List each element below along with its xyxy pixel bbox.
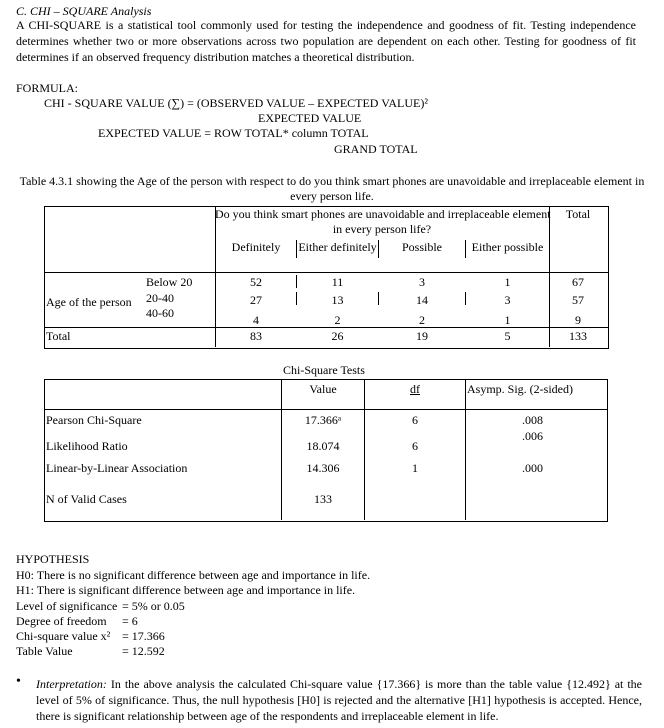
table-cell: 27 (250, 293, 262, 307)
table1-question-line1: Do you think smart phones are unavoidable and irreplaceable element (215, 207, 551, 221)
param-value: = 12.592 (122, 644, 165, 658)
param-value: = 6 (122, 614, 138, 628)
table1-caption-line2: every person life. (290, 189, 374, 203)
hypothesis-h0: H0: There is no significant difference between age and importance in life. (16, 568, 371, 582)
chi-square-tests-title: Chi-Square Tests (283, 363, 365, 377)
table-cell: 1 (504, 313, 511, 327)
row-label-linear: Linear-by-Linear Association (46, 461, 188, 475)
row-label: Below 20 (146, 275, 193, 289)
n-valid-value: 133 (314, 492, 332, 506)
row-total: 67 (572, 275, 584, 289)
expected-value-denominator: GRAND TOTAL (334, 142, 418, 156)
col-header-definitely: Definitely (231, 240, 281, 254)
table-cell: 1 (504, 275, 511, 289)
param-label: Level of significance (16, 599, 118, 613)
interpretation-paragraph (36, 676, 642, 724)
table-cell: 2 (334, 313, 341, 327)
intro-paragraph: A CHI-SQUARE is a statistical tool commonly used for testing the independence and goodness of fit. Testing independence determines whether two or more observations across two population are dependent on each other. Testing for goodness of fit determines if an observed frequency distribution matches a theoretical distribution. (16, 18, 636, 64)
row-label: 40-60 (146, 306, 174, 320)
pearson-value: 17.366ᵃ (304, 413, 342, 427)
table-cell: 3 (504, 293, 511, 307)
chi-square-denominator: EXPECTED VALUE (258, 111, 362, 125)
table1-caption-line1: Table 4.3.1 showing the Age of the person with respect to do you think smart phones are unavoidable and irreplaceable element in (19, 174, 645, 188)
section-heading: C. CHI – SQUARE Analysis (16, 4, 152, 18)
likelihood-value: 18.074 (306, 439, 340, 453)
hypothesis-title: HYPOTHESIS (16, 552, 90, 566)
table-cell: 13 (331, 293, 344, 307)
table-cell: 11 (331, 275, 344, 289)
table-cell: 5 (504, 329, 511, 343)
sig-header: Asymp. Sig. (2-sided) (467, 382, 573, 396)
table1-question-line2: in every person life? (332, 222, 432, 236)
hypothesis-h1: H1: There is significant difference between age and importance in life. (16, 583, 356, 597)
interpretation-text: In the above analysis the calculated Chi-square value {17.366} is more than the table value {12.492} at the level of 5% of significance. Thus, the null hypothesis [H0] is rejected and the alternative [H1] hypothesis is accepted. Hence, there is significant relationship between age of the respondents and irreplaceable element in life. (36, 677, 642, 723)
table-cell: 19 (416, 329, 428, 343)
param-label: Table Value (16, 644, 73, 658)
row-group-label: Age of the person (46, 295, 132, 309)
pearson-df: 6 (412, 413, 418, 427)
linear-value: 14.306 (306, 461, 340, 475)
grand-total: 133 (569, 329, 587, 343)
param-label: Chi-square value x² (16, 629, 111, 643)
row-label: 20-40 (146, 291, 174, 305)
value-header: Value (309, 382, 337, 396)
row-label-likelihood: Likelihood Ratio (46, 439, 128, 453)
table-cell: 14 (416, 293, 428, 307)
param-value: = 17.366 (122, 629, 165, 643)
linear-df: 1 (412, 461, 418, 475)
row-label-n-valid: N of Valid Cases (46, 492, 127, 506)
table-cell: 26 (331, 329, 344, 343)
linear-sig: .000 (522, 461, 543, 475)
table-cell: 4 (253, 313, 259, 327)
row-label-pearson: Pearson Chi-Square (46, 413, 142, 427)
param-value: = 5% or 0.05 (122, 599, 185, 613)
table-cell: 83 (250, 329, 262, 343)
interpretation-label: Interpretation: (36, 677, 107, 691)
row-total: 57 (572, 293, 584, 307)
col-header-either-possible: Either possible (471, 240, 544, 254)
likelihood-df: 6 (412, 439, 418, 453)
total-row-label: Total (46, 329, 71, 343)
table-cell: 52 (250, 275, 262, 289)
row-total: 9 (575, 313, 581, 327)
col-header-possible: Possible (401, 240, 442, 254)
pearson-sig: .008 (522, 413, 543, 427)
table-cell: 3 (419, 275, 425, 289)
formula-label: FORMULA: (16, 81, 79, 95)
likelihood-sig: .006 (522, 429, 543, 443)
table1-total-header: Total (565, 207, 591, 221)
table-cell: 2 (419, 313, 425, 327)
col-header-either-definitely: Either definitely (298, 240, 377, 254)
expected-value-formula: EXPECTED VALUE = ROW TOTAL* column TOTAL (98, 126, 369, 140)
param-label: Degree of freedom (16, 614, 107, 628)
bullet-icon: • (16, 674, 21, 689)
df-header: df (410, 382, 420, 396)
chi-square-formula: CHI - SQUARE VALUE (∑) = (OBSERVED VALUE – EXPECTED VALUE)² (44, 96, 428, 110)
